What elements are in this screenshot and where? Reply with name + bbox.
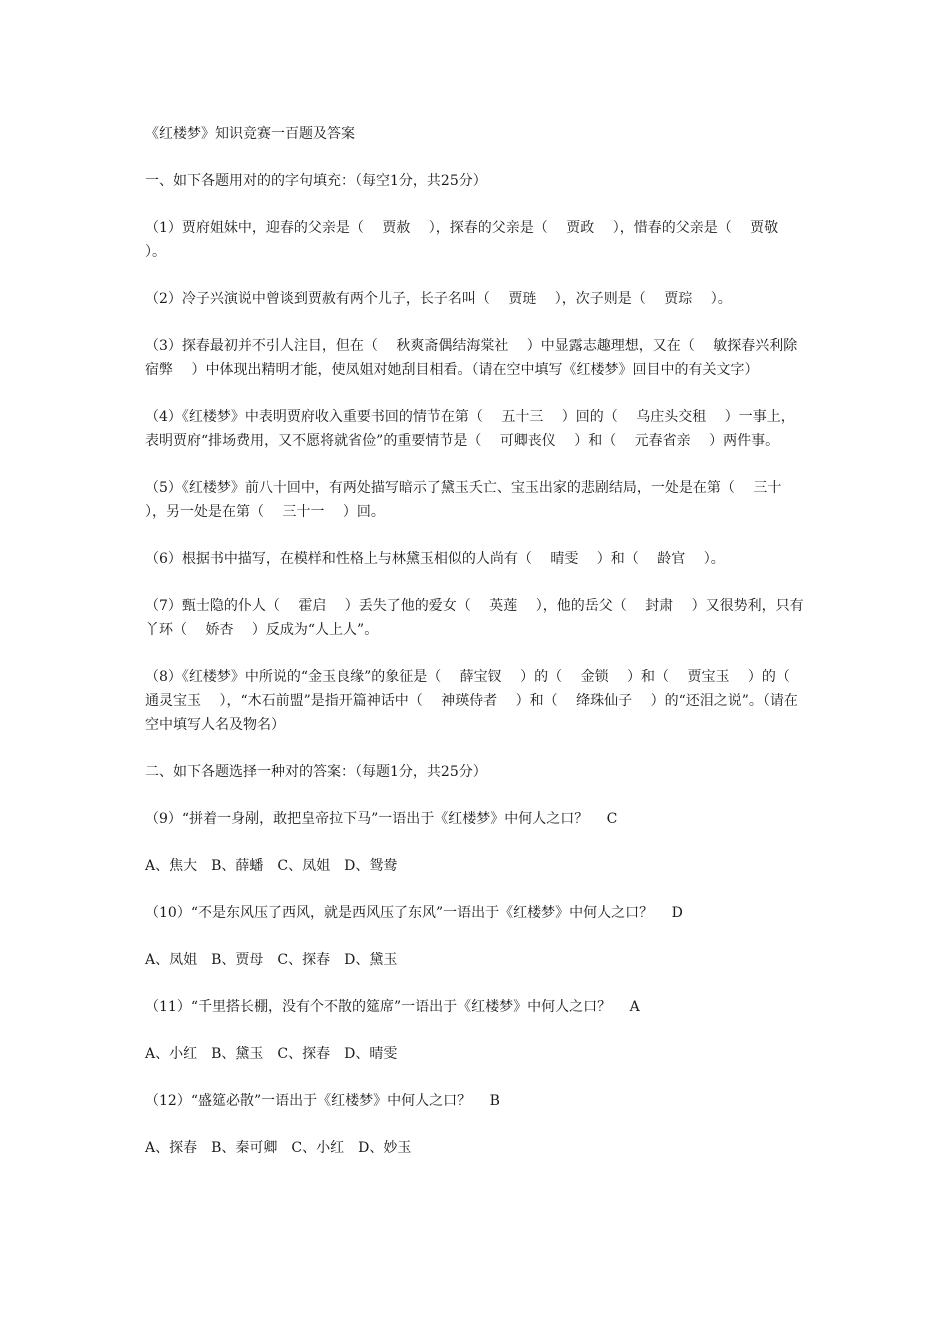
question-5: （5）《红楼梦》前八十回中，有两处描写暗示了黛玉夭亡、宝玉出家的悲剧结局，一处是在第（ 三十 ），另一处是在第（ 三十一 ）回。 xyxy=(145,480,800,520)
section1-heading: 一、如下各题用对的的字句填充：（每空1分，共25分） xyxy=(145,173,487,189)
question-11-options: A、小红 B、黛玉 C、探春 D、晴雯 xyxy=(145,1046,398,1062)
question-3: （3）探春最初并不引人注目，但在（ 秋爽斋偶结海棠社 ）中显露志趣理想，又在（ 敏探春兴利除宿弊 ）中体现出精明才能，使凤姐对她刮目相看。（请在空中填写《红楼梦》回目中的有关文字） xyxy=(145,338,798,378)
document-title: 《红楼梦》知识竞赛一百题及答案 xyxy=(145,126,355,142)
question-9: （9）“拼着一身剐，敢把皇帝拉下马”一语出于《红楼梦》中何人之口？ C xyxy=(145,811,618,827)
question-12: （12）“盛筵必散”一语出于《红楼梦》中何人之口？ B xyxy=(145,1093,500,1109)
question-12-options: A、探春 B、秦可卿 C、小红 D、妙玉 xyxy=(145,1140,412,1156)
question-2: （2）冷子兴演说中曾谈到贾赦有两个儿子，长子名叫（ 贾琏 ），次子则是（ 贾琮 ）。 xyxy=(145,291,732,307)
question-10-options: A、凤姐 B、贾母 C、探春 D、黛玉 xyxy=(145,952,398,968)
question-4: （4）《红楼梦》中表明贾府收入重要书回的情节在第（ 五十三 ）回的（ 乌庄头交租 ）一事上，表明贾府“排场费用，又不愿将就省俭”的重要情节是（ 可卿丧仪 ）和（ 元春省亲 ）两件事。 xyxy=(145,409,795,449)
section2-heading: 二、如下各题选择一种对的答案：（每题1分，共25分） xyxy=(145,764,487,780)
question-9-options: A、焦大 B、薛蟠 C、凤姐 D、鸳鸯 xyxy=(145,858,398,874)
question-10: （10）“不是东风压了西风，就是西风压了东风”一语出于《红楼梦》中何人之口？ D xyxy=(145,905,683,921)
document-body xyxy=(145,122,809,1160)
question-6: （6）根据书中描写，在模样和性格上与林黛玉相似的人尚有（ 晴雯 ）和（ 龄官 ）。 xyxy=(145,551,725,567)
question-7: （7）甄士隐的仆人（ 霍启 ）丢失了他的爱女（ 英莲 ），他的岳父（ 封肃 ）又很势利，只有丫环（ 娇杏 ）反成为“人上人”。 xyxy=(145,598,804,638)
question-8: （8）《红楼梦》中所说的“金玉良缘”的象征是（ 薛宝钗 ）的（ 金锁 ）和（ 贾宝玉 ）的（ 通灵宝玉 ），“木石前盟”是指开篇神话中（ 神瑛侍者 ）和（ 绛珠仙子 ）的“还泪之说”。（请在空中填写人名及物名） xyxy=(145,669,809,733)
question-11: （11）“千里搭长棚，没有个不散的筵席”一语出于《红楼梦》中何人之口？ A xyxy=(145,999,640,1015)
question-1: （1）贾府姐妹中，迎春的父亲是（ 贾赦 ），探春的父亲是（ 贾政 ），惜春的父亲是（ 贾敬 ）。 xyxy=(145,220,797,260)
